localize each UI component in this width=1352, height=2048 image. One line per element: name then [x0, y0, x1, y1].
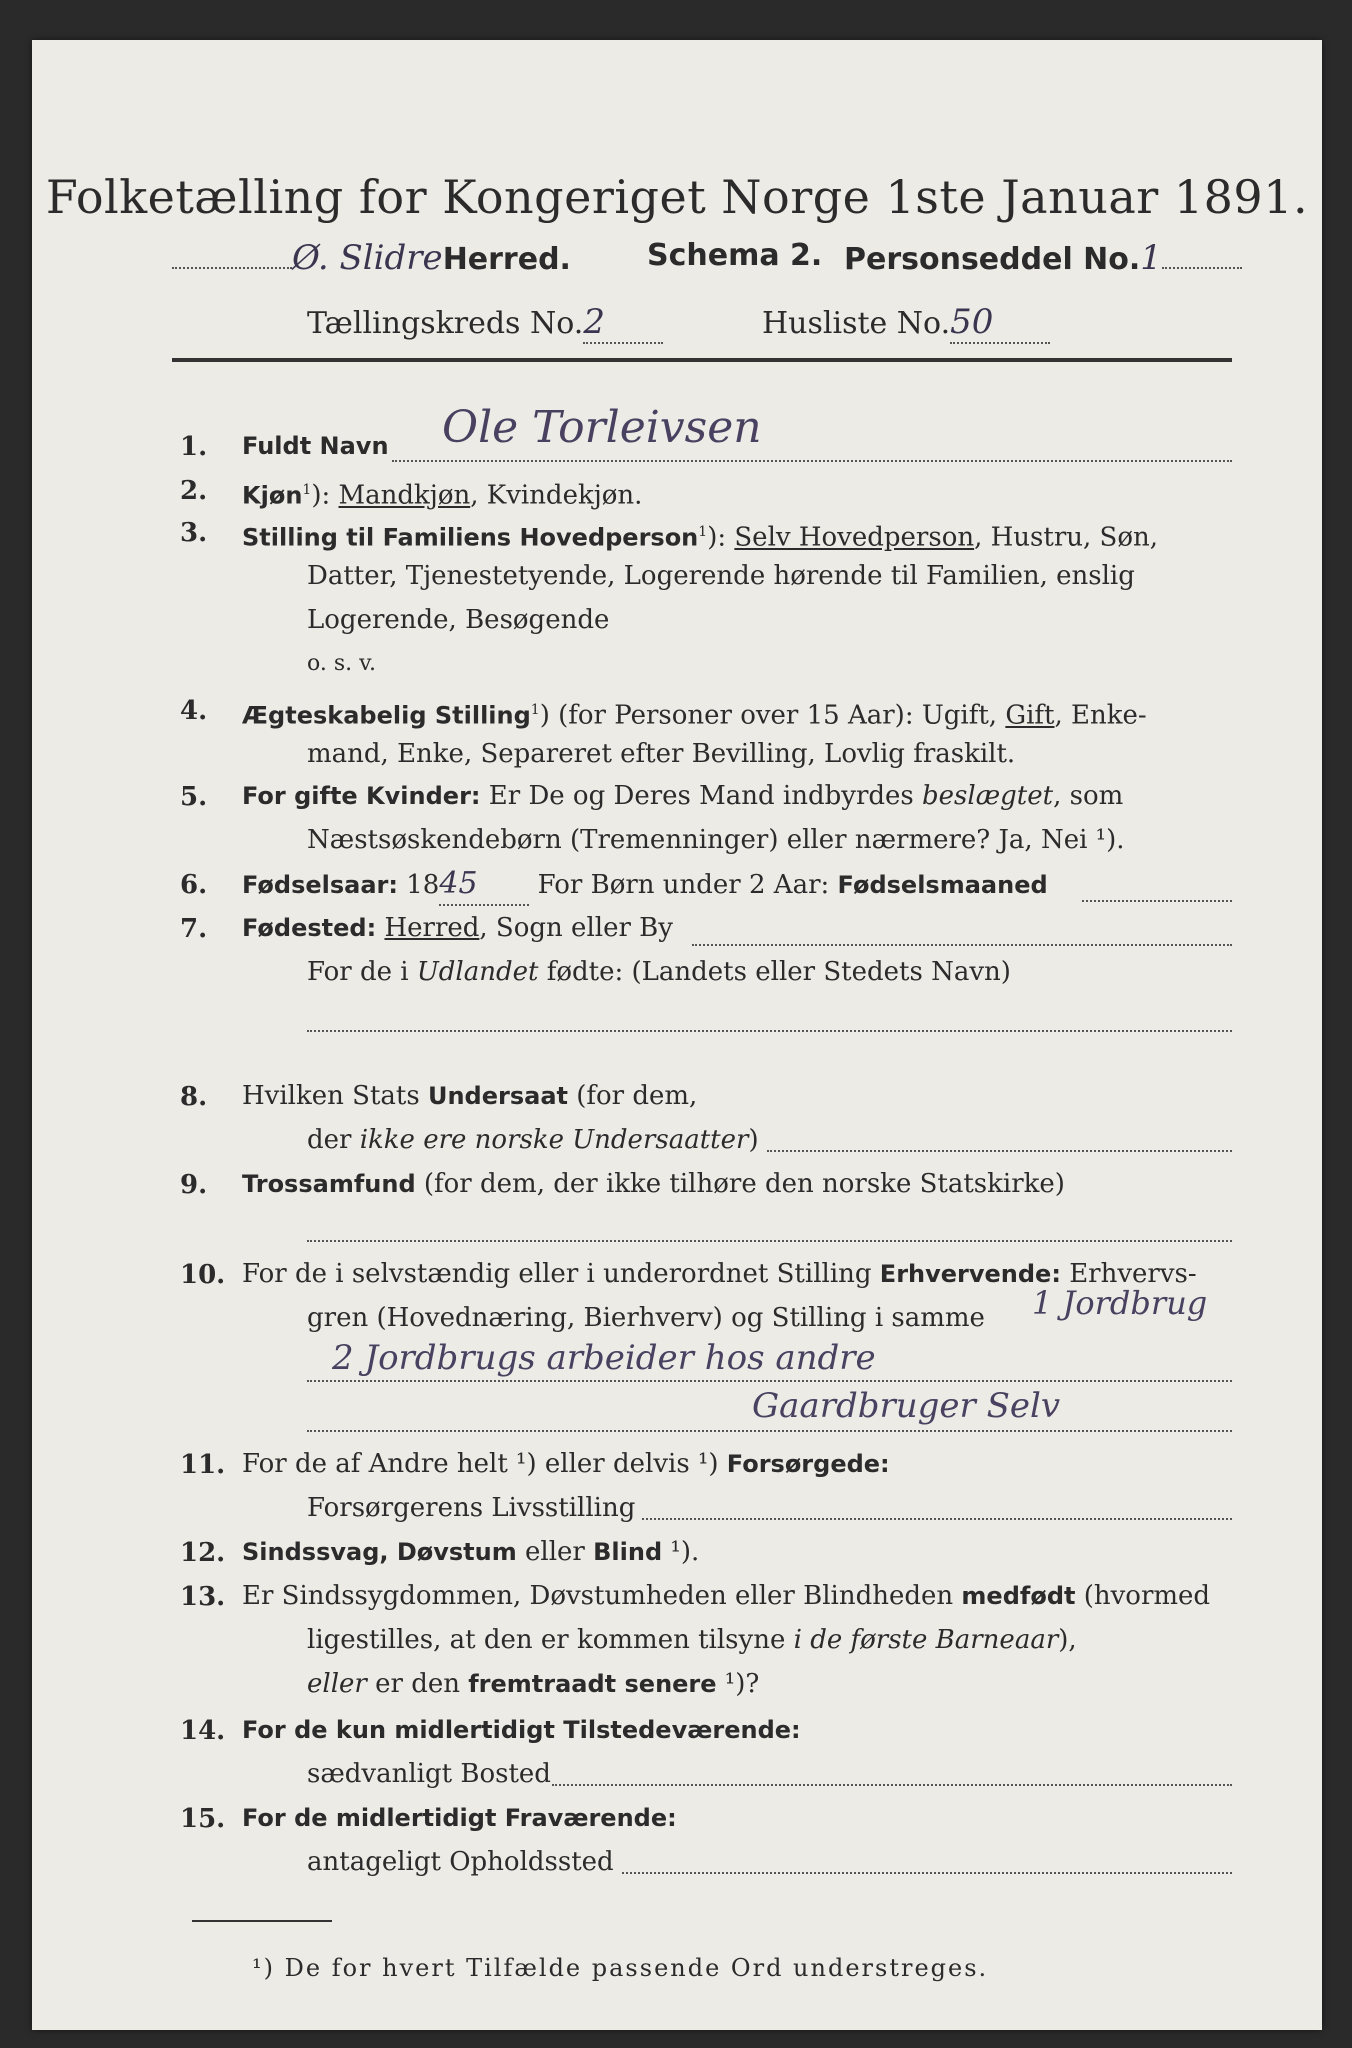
item-3-line2: Datter, Tjenestetyende, Logerende hørende til Familien, enslig [307, 561, 1135, 591]
item-10-fill [307, 1380, 1232, 1382]
item-8-fill [767, 1150, 1232, 1152]
taellingskreds-line [307, 302, 663, 344]
item-number: 1. [180, 432, 208, 462]
item-5-text: For gifte Kvinder: Er De og Deres Mand indbyrdes beslægtet, som [242, 781, 1124, 811]
item-11-line2: Forsørgerens Livsstilling [307, 1493, 636, 1523]
herred-value: Ø. Slidre [292, 238, 443, 278]
item-number: 10. [180, 1260, 226, 1290]
item-2-text: Kjøn$^1$): Mandkjøn, Kvindekjøn. [242, 480, 643, 511]
item-10-line2: gren (Hovednæring, Bierhverv) og Stilling i samme [307, 1303, 985, 1333]
item-1-answer: Ole Torleivsen [442, 402, 762, 453]
item-14-line2: sædvanligt Bosted [307, 1759, 551, 1789]
item-10-fill2 [307, 1430, 1232, 1432]
item-3-line4: o. s. v. [307, 651, 376, 676]
item-number: 9. [180, 1170, 208, 1200]
item-6-fill [1082, 900, 1232, 902]
item-7-fill [692, 944, 1232, 946]
item-7-line2: For de i Udlandet fødte: (Landets eller Stedets Navn) [307, 957, 1011, 987]
taellingskreds-value: 2 [583, 302, 663, 344]
item-4-line2: mand, Enke, Separeret efter Bevilling, Lovlig fraskilt. [307, 739, 1016, 769]
item-number: 13. [180, 1582, 226, 1612]
item-10-answer-2: 2 Jordbrugs arbeider hos andre [332, 1338, 876, 1378]
item-6-text: Fødselsaar: 1845 For Børn under 2 Aar: Fødselsmaaned [242, 864, 1048, 906]
item-number: 4. [180, 696, 208, 726]
item-number: 8. [180, 1082, 208, 1112]
item-5-line2: Næstsøskendebørn (Tremenninger) eller nærmere? Ja, Nei ¹). [307, 825, 1125, 855]
item-13-line2: ligestilles, at den er kommen tilsyne i de første Barneaar), [307, 1625, 1077, 1655]
husliste-value: 50 [950, 302, 1050, 344]
item-12-text: Sindssvag, Døvstum eller Blind ¹). [242, 1537, 700, 1567]
item-11-fill [642, 1518, 1232, 1520]
item-1-fill [392, 460, 1232, 462]
item-number: 14. [180, 1716, 226, 1746]
personseddel-value: 1 [1140, 238, 1162, 278]
item-14-text: For de kun midlertidigt Tilstedeværende: [242, 1716, 801, 1744]
personseddel-line [844, 238, 1242, 278]
item-9-text: Trossamfund (for dem, der ikke tilhøre den norske Statskirke) [242, 1169, 1065, 1199]
item-15-text: For de midlertidigt Fraværende: [242, 1804, 677, 1832]
item-3-line3: Logerende, Besøgende [307, 605, 610, 635]
item-13-line3: eller er den fremtraadt senere ¹)? [307, 1669, 760, 1699]
item-4-text: Ægteskabelig Stilling$^1$) (for Personer over 15 Aar): Ugift, Gift, Enke- [242, 700, 1147, 731]
item-15-fill [622, 1872, 1232, 1874]
census-form [32, 40, 1322, 2030]
item-6-answer: 45 [439, 864, 529, 906]
herred-label: Herred. [442, 242, 571, 277]
item-9-fill [307, 1240, 1232, 1242]
herred-line [172, 238, 571, 278]
item-number: 7. [180, 914, 208, 944]
item-3-text: Stilling til Familiens Hovedperson$^1$): Selv Hovedperson, Hustru, Søn, [242, 522, 1159, 553]
item-number: 6. [180, 870, 208, 900]
schema-label: Schema 2. [647, 238, 823, 273]
form-title: Folketælling for Kongeriget Norge 1ste Januar 1891. [45, 170, 1309, 224]
item-7-text: Fødested: Herred, Sogn eller By [242, 913, 673, 943]
item-13-text: Er Sindssygdommen, Døvstumheden eller Blindheden medfødt (hvormed [242, 1581, 1211, 1611]
item-10-answer-1: 1 Jordbrug [1032, 1284, 1208, 1322]
item-14-fill [552, 1784, 1232, 1786]
husliste-label: Husliste No. [762, 306, 951, 341]
item-15-line2: antageligt Opholdssted [307, 1847, 614, 1877]
item-number: 5. [180, 782, 208, 812]
item-number: 11. [180, 1450, 226, 1480]
item-8-text: Hvilken Stats Undersaat (for dem, [242, 1081, 698, 1111]
item-10-text: For de i selvstændig eller i underordnet Stilling Erhvervende: Erhvervs- [242, 1259, 1197, 1289]
header-rule [172, 358, 1232, 362]
footnote-rule [192, 1920, 332, 1922]
footnote: ¹) De for hvert Tilfælde passende Ord understreges. [252, 1954, 989, 1982]
item-number: 2. [180, 476, 208, 506]
item-7-fill2 [307, 1030, 1232, 1032]
husliste-line [762, 302, 1050, 344]
item-10-answer-3: Gaardbruger Selv [752, 1386, 1061, 1426]
personseddel-label: Personseddel No. [844, 242, 1141, 277]
taellingskreds-label: Tællingskreds No. [307, 306, 584, 341]
item-1-label: Fuldt Navn [242, 432, 389, 460]
item-8-line2: der ikke ere norske Undersaatter) [307, 1125, 759, 1155]
item-number: 12. [180, 1538, 226, 1568]
item-11-text: For de af Andre helt ¹) eller delvis ¹) Forsørgede: [242, 1449, 890, 1479]
item-number: 15. [180, 1804, 226, 1834]
item-number: 3. [180, 518, 208, 548]
